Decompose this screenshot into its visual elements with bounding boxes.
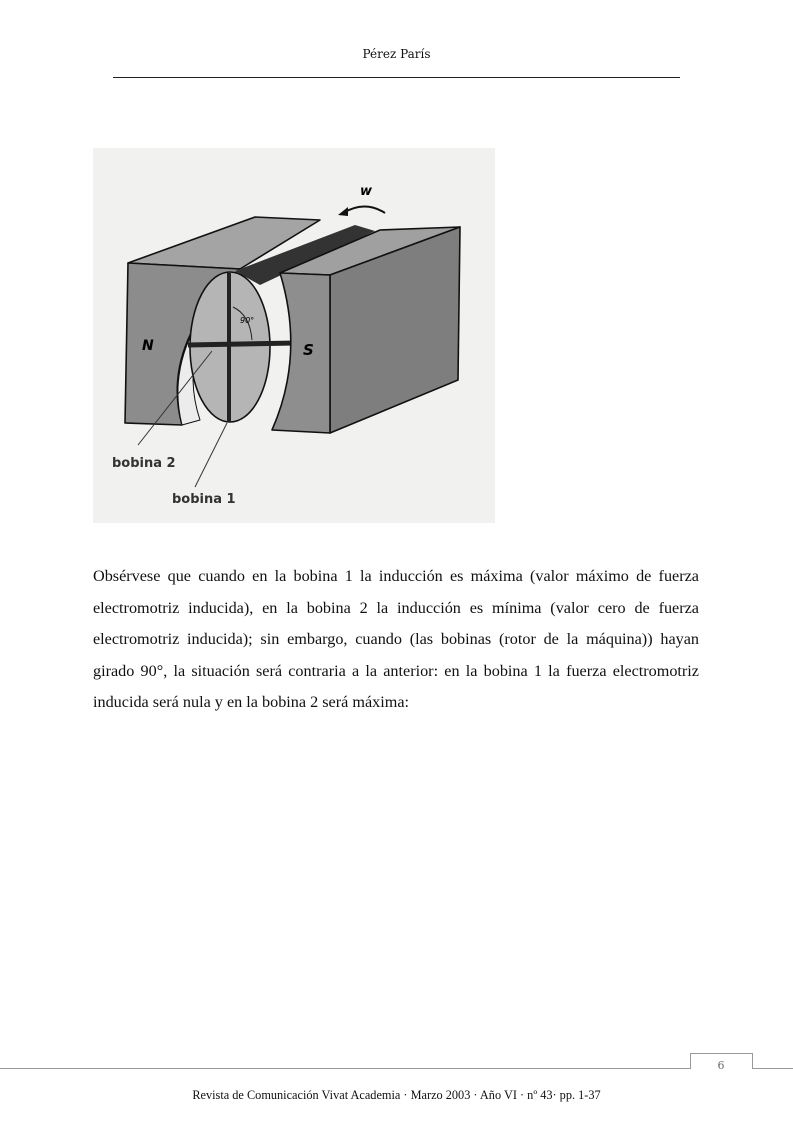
page-number: 6 — [717, 1059, 725, 1072]
coil-1-label: bobina 1 — [172, 492, 236, 507]
journal-citation-footer: Revista de Comunicación Vivat Academia · Marzo 2003 · Año VI · nº 43· pp. 1-37 — [192, 1088, 601, 1102]
south-label: S — [303, 341, 314, 359]
footer-divider-right — [752, 1068, 793, 1069]
north-label: N — [142, 338, 154, 354]
generator-diagram-figure — [90, 145, 500, 530]
angle-label: 90° — [240, 316, 255, 325]
coil-2-label: bobina 2 — [112, 456, 176, 471]
running-header-author: Pérez París — [362, 47, 431, 61]
body-paragraph: Obsérvese que cuando en la bobina 1 la inducción es máxima (valor máximo de fuerza electromotriz inducida), en la bobina 2 la inducción es mínima (valor cero de fuerza electromotriz inducida); sin embargo, cuando (las bobinas (rotor de la máquina)) hayan girado 90°, la situación será contraria a la anterior: en la bobina 1 la fuerza electromotriz inducida será nula y en la bobina 2 será máxima: — [93, 567, 699, 711]
footer-divider — [0, 1068, 690, 1069]
omega-label: w — [360, 184, 373, 199]
header-divider — [113, 77, 680, 78]
